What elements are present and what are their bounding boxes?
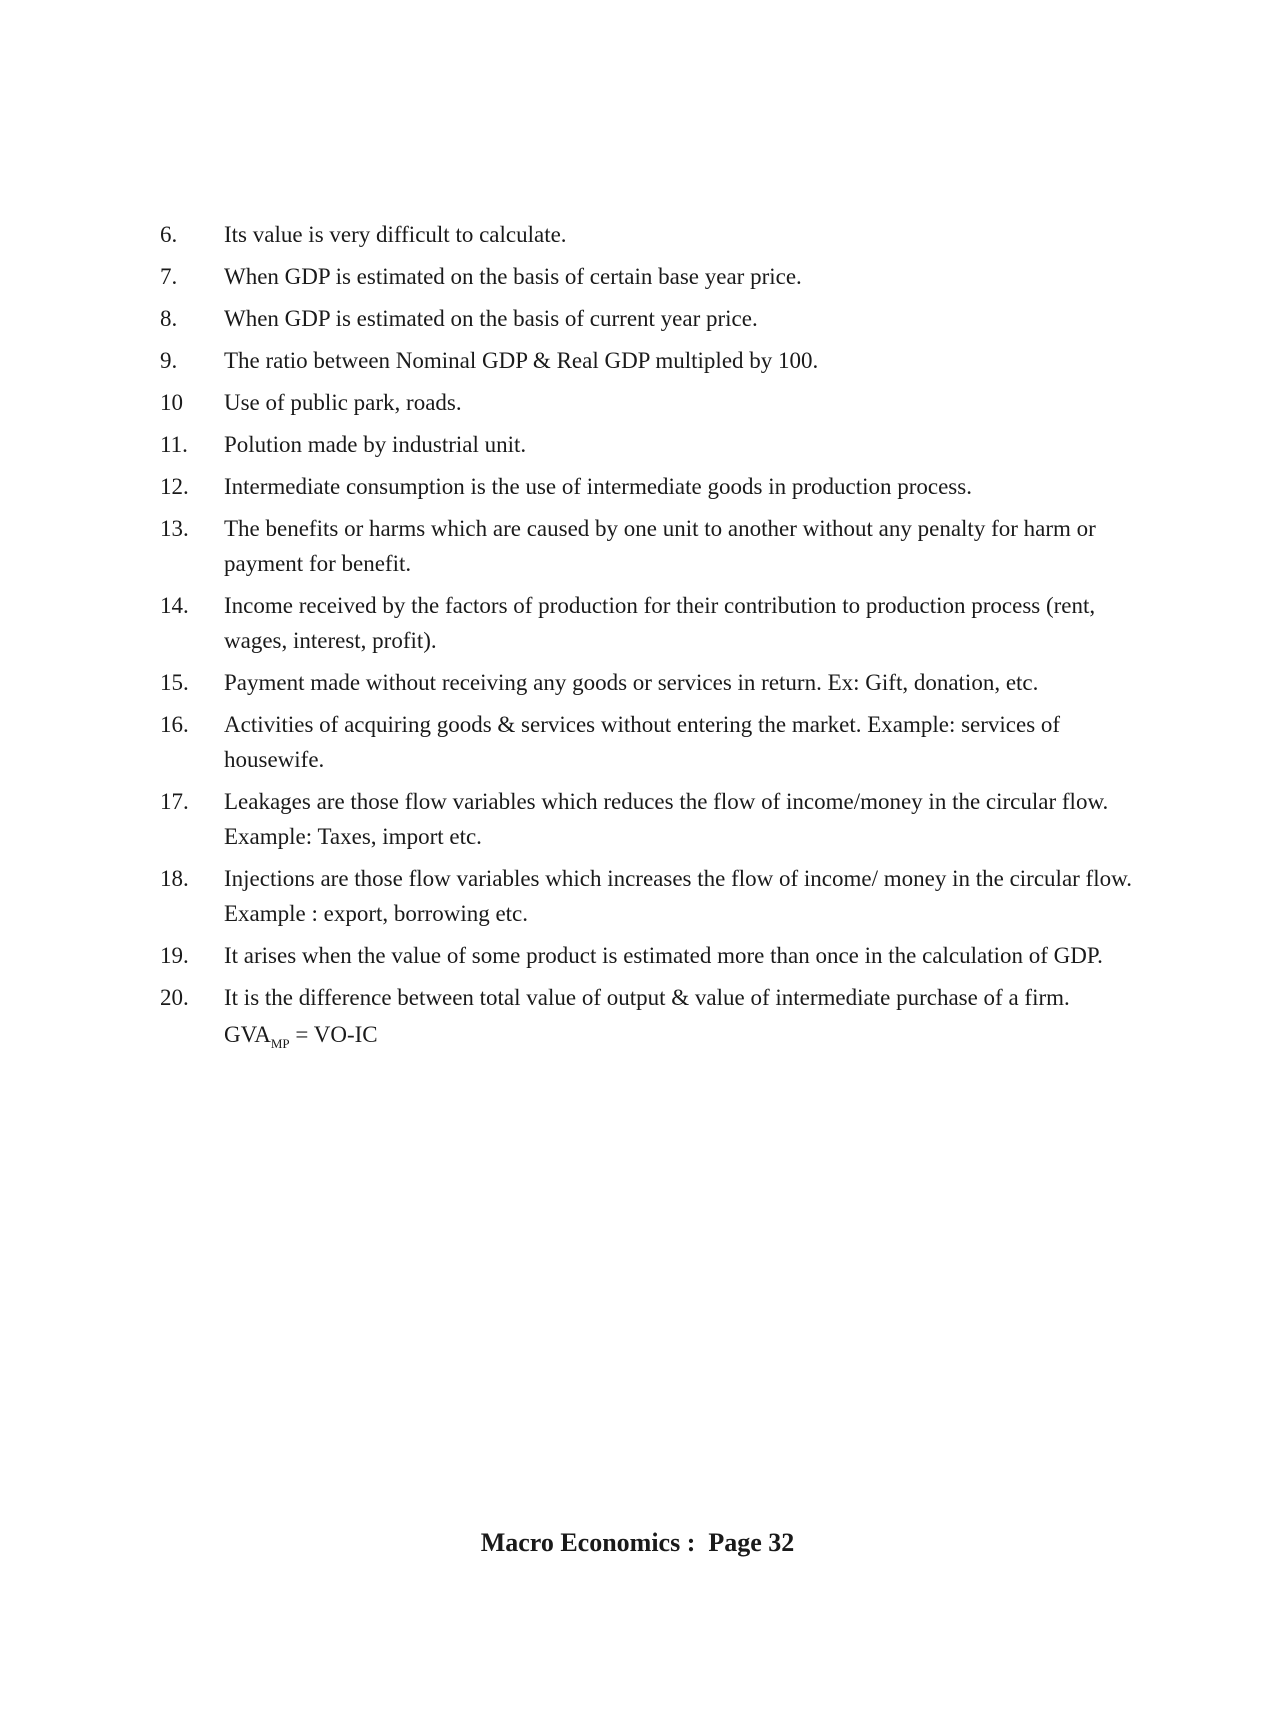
answer-item-14 <box>160 588 1160 658</box>
formula-rhs: = VO-IC <box>289 1022 378 1047</box>
answer-text: Use of public park, roads. <box>224 390 462 415</box>
answer-text: Activities of acquiring goods & services without entering the market. Example: services of housewife. <box>224 712 1061 772</box>
answer-number: 20. <box>160 985 189 1010</box>
answer-item-9 <box>160 343 1160 378</box>
answer-number: 18. <box>160 866 189 891</box>
answer-text: Its value is very difficult to calculate. <box>224 222 567 247</box>
answer-item-8 <box>160 301 1160 336</box>
answer-item-6 <box>160 217 1160 252</box>
answer-text: Polution made by industrial unit. <box>224 432 527 457</box>
answer-number: 16. <box>160 712 189 737</box>
formula-lhs: GVA <box>224 1022 271 1047</box>
answer-item-19 <box>160 938 1160 973</box>
answer-item-13 <box>160 511 1160 581</box>
answer-item-17 <box>160 784 1160 854</box>
answer-text: It is the difference between total value of output & value of intermediate purchase of a firm. <box>224 985 1070 1010</box>
answer-list <box>160 217 1160 1061</box>
answer-number: 9. <box>160 348 178 373</box>
formula-subscript: MP <box>270 1036 290 1051</box>
answer-text: Income received by the factors of production for their contribution to production process (rent, wages, interest, profit). <box>224 593 1096 653</box>
answer-number: 15. <box>160 670 189 695</box>
answer-number: 12. <box>160 474 189 499</box>
answer-number: 13. <box>160 516 189 541</box>
answer-item-15 <box>160 665 1160 700</box>
answer-item-10 <box>160 385 1160 420</box>
answer-number: 6. <box>160 222 178 247</box>
answer-number: 17. <box>160 789 189 814</box>
answer-number: 11. <box>160 432 188 457</box>
answer-text: Leakages are those flow variables which reduces the flow of income/money in the circular flow. Example: Taxes, import etc. <box>224 789 1109 849</box>
answer-number: 8. <box>160 306 178 331</box>
gva-formula <box>224 1017 1160 1061</box>
answer-text: It arises when the value of some product is estimated more than once in the calculation of GDP. <box>224 943 1103 968</box>
answer-text: Payment made without receiving any goods or services in return. Ex: Gift, donation, etc. <box>224 670 1039 695</box>
answer-text: The ratio between Nominal GDP & Real GDP multipled by 100. <box>224 348 819 373</box>
answer-text: When GDP is estimated on the basis of certain base year price. <box>224 264 802 289</box>
answer-number: 7. <box>160 264 178 289</box>
answer-text: Injections are those flow variables which increases the flow of income/ money in the circular flow. Example : export, borrowing etc. <box>224 866 1132 926</box>
answer-text: Intermediate consumption is the use of intermediate goods in production process. <box>224 474 972 499</box>
answer-text: The benefits or harms which are caused by one unit to another without any penalty for harm or payment for benefit. <box>224 516 1096 576</box>
answer-number: 14. <box>160 593 189 618</box>
answer-item-7 <box>160 259 1160 294</box>
page-footer: Macro Economics : Page 32 <box>480 1528 795 1557</box>
answer-item-20 <box>160 980 1160 1015</box>
answer-item-12 <box>160 469 1160 504</box>
answer-item-16 <box>160 707 1160 777</box>
answer-text: When GDP is estimated on the basis of current year price. <box>224 306 758 331</box>
answer-number: 10 <box>160 390 183 415</box>
answer-number: 19. <box>160 943 189 968</box>
answer-item-18 <box>160 861 1160 931</box>
answer-item-11 <box>160 427 1160 462</box>
